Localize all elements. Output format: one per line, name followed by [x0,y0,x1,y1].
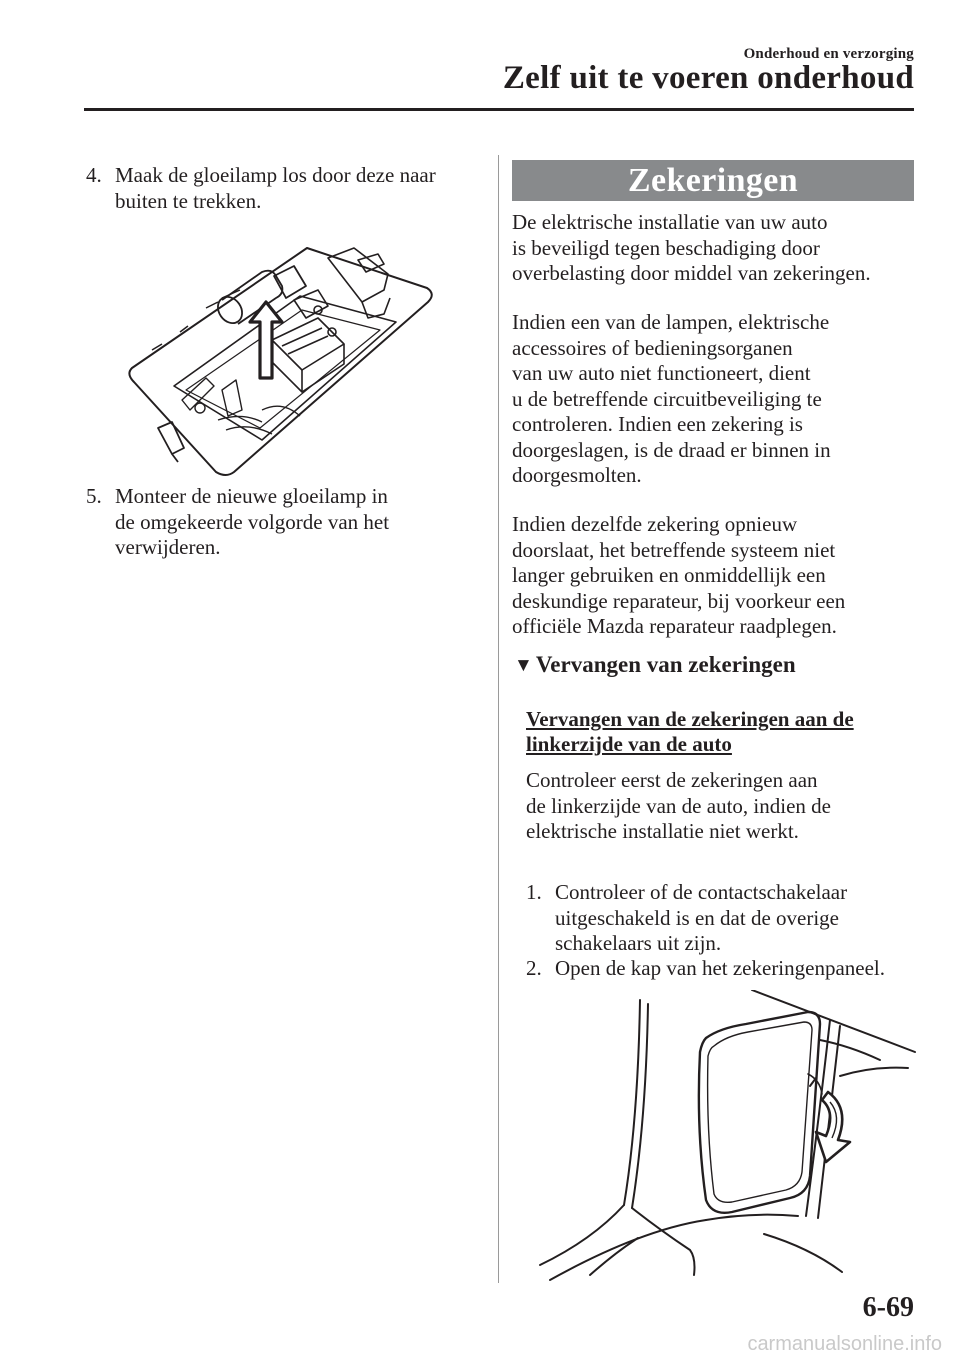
text-line: uitgeschakeld is en dat de overige [555,905,839,930]
text-line: de omgekeerde volgorde van het [115,509,390,534]
text-line: verwijderen. [115,535,221,559]
text-line: elektrische installatie niet werkt. [526,819,799,843]
text-line: Maak de gloeilamp los door deze naar [115,163,436,187]
text-line: Indien dezelfde zekering opnieuw [512,512,798,536]
text-line: buiten te trekken. [115,188,262,213]
text-line: doorgesmolten. [512,463,642,487]
step-number: 2. [526,956,542,980]
step-text [555,880,847,957]
page-number: 6-69 [862,1292,914,1323]
text-line: linkerzijde van de auto [526,732,732,756]
text-line: De elektrische installatie van uw auto [512,210,828,234]
text-line: doorslaat, het betreffende systeem niet [512,537,836,562]
section-header: Onderhoud en verzorging [743,46,914,62]
step-text [555,956,885,982]
text-line: Open de kap van het zekeringenpaneel. [555,956,886,980]
text-line: controleren. Indien een zekering is [512,412,803,436]
text-line: Indien een van de lampen, elektrische [512,310,830,334]
text-line: is beveiligd tegen beschadiging door [512,235,820,260]
text-line: doorgeslagen, is de draad er binnen in [512,437,831,462]
text-line: schakelaars uit zijn. [555,931,722,955]
triangle-down-icon: ▼ [514,655,533,676]
text-line: accessoires of bedieningsorganen [512,335,793,360]
subheading-text: Vervangen van zekeringen [535,652,796,677]
text-line: Controleer of de contactschakelaar [555,880,848,904]
page-title: Zelf uit te voeren onderhoud [502,60,914,96]
text-line: deskundige reparateur, bij voorkeur een [512,588,846,613]
text-line: overbelasting door middel van zekeringen. [512,261,871,285]
text-line: Vervangen van de zekeringen aan de [526,707,854,731]
step-number: 1. [526,880,542,904]
step-number: 4. [86,163,102,187]
subheading-replace-fuses [514,652,796,678]
bulb-removal-illustration [122,240,442,480]
text-line: van uw auto niet functioneert, dient [512,361,811,385]
text-line: Controleer eerst de zekeringen aan [526,768,818,792]
text-line: langer gebruiken en onmiddellijk een [512,563,826,587]
fuse-panel-cover-illustration [520,990,920,1285]
text-line: Monteer de nieuwe gloeilamp in [115,484,388,508]
lamp-failure-paragraph [512,310,831,489]
text-line: de linkerzijde van de auto, indien de [526,793,831,818]
step-text [115,163,436,214]
intro-paragraph [512,210,871,287]
column-divider [498,155,499,1283]
text-line: officiële Mazda reparateur raadplegen. [512,614,837,638]
step-text [115,484,389,561]
underlined-heading [526,707,854,757]
text-line: u de betreffende circuitbeveiliging te [512,386,822,411]
watermark: carmanualsonline.info [747,1333,942,1355]
step-number: 5. [86,484,102,508]
header-rule [84,108,914,111]
check-fuses-paragraph [526,768,831,845]
section-band-title: Zekeringen [512,160,914,201]
repeat-failure-paragraph [512,512,845,640]
